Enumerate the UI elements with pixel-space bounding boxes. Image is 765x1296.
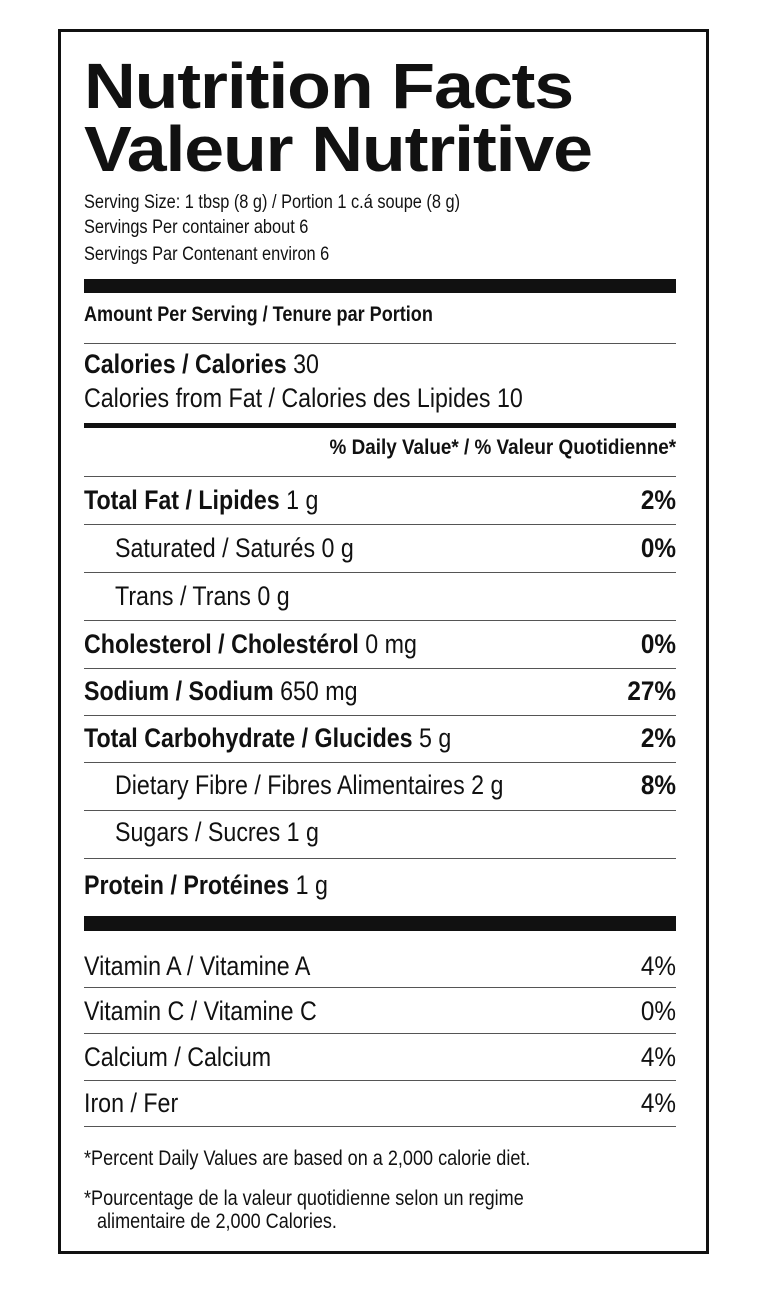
divider [84, 762, 676, 763]
servings-per-container-fr: Servings Par Contenant environ 6 [84, 244, 330, 265]
nutrient-label: Sugars / Sucres 1 g [115, 817, 319, 847]
amount-per-serving-row [84, 302, 676, 328]
nutrient-label: Trans / Trans 0 g [115, 581, 290, 611]
daily-value-header: % Daily Value* / % Valeur Quotidienne* [329, 436, 676, 459]
nutrient-label: Saturated / Saturés 0 g [115, 533, 354, 563]
divider [84, 1080, 676, 1081]
vitamin-daily-value: 4% [640, 1042, 676, 1072]
divider [84, 810, 676, 811]
serving-size: Serving Size: 1 tbsp (8 g) / Portion 1 c.á soupe (8 g) [84, 192, 461, 213]
vitamin-label: Vitamin A / Vitamine A [84, 951, 311, 981]
vitamin-label: Calcium / Calcium [84, 1042, 272, 1072]
nutrient-row-total-fat [84, 484, 676, 516]
divider [84, 858, 676, 859]
mineral-row-iron [84, 1087, 676, 1119]
nutrient-row-sugars [84, 816, 676, 848]
nutrient-amount: 650 mg [280, 676, 358, 706]
divider [84, 1033, 676, 1034]
nutrient-row-cholesterol [84, 628, 676, 660]
nutrient-row-sodium [84, 675, 676, 707]
nutrient-row-trans [84, 580, 676, 612]
nutrient-label: Sodium / Sodium [84, 676, 274, 706]
nutrient-row-total-carbohydrate [84, 722, 676, 754]
thick-divider-bottom [84, 916, 676, 931]
nutrient-row-saturated [84, 532, 676, 564]
calories-label: Calories / Calories [84, 349, 287, 379]
nutrient-daily-value: 2% [640, 485, 676, 515]
nutrient-daily-value: 0% [640, 629, 676, 659]
title-french: Valeur Nutritive [84, 113, 592, 185]
vitamin-row-c [84, 995, 676, 1027]
nutrient-label: Total Fat / Lipides [84, 485, 280, 515]
divider [84, 572, 676, 573]
calories-from-fat-row [84, 382, 676, 414]
calories-value: 30 [293, 349, 319, 379]
vitamin-row-a [84, 950, 676, 982]
vitamin-daily-value: 0% [640, 996, 676, 1026]
nutrition-facts-label [58, 29, 709, 1254]
divider [84, 715, 676, 716]
nutrient-label: Dietary Fibre / Fibres Alimentaires 2 g [115, 770, 504, 800]
title-english: Nutrition Facts [84, 50, 573, 122]
nutrient-label: Cholesterol / Cholestérol [84, 629, 359, 659]
footnote-english: *Percent Daily Values are based on a 2,000 calorie diet. [84, 1147, 531, 1170]
nutrient-amount: 1 g [286, 485, 319, 515]
medium-divider [84, 423, 676, 428]
footnote-french-line-2: alimentaire de 2,000 Calories. [97, 1210, 337, 1233]
nutrient-daily-value: 0% [640, 533, 676, 563]
divider [84, 476, 676, 477]
nutrient-amount: 0 mg [365, 629, 417, 659]
nutrient-daily-value: 27% [627, 676, 676, 706]
vitamin-daily-value: 4% [640, 951, 676, 981]
nutrient-amount: 1 g [295, 870, 328, 900]
calories-row [84, 348, 676, 380]
divider [84, 1126, 676, 1127]
divider [84, 987, 676, 988]
divider [84, 668, 676, 669]
vitamin-label: Iron / Fer [84, 1088, 179, 1118]
vitamin-label: Vitamin C / Vitamine C [84, 996, 317, 1026]
thick-divider-top [84, 279, 676, 293]
vitamin-daily-value: 4% [640, 1088, 676, 1118]
divider [84, 524, 676, 525]
amount-per-serving-header: Amount Per Serving / Tenure par Portion [84, 303, 433, 326]
nutrient-daily-value: 2% [640, 723, 676, 753]
nutrient-label: Protein / Protéines [84, 870, 290, 900]
servings-per-container-en: Servings Per container about 6 [84, 217, 309, 238]
mineral-row-calcium [84, 1041, 676, 1073]
nutrient-row-protein [84, 869, 676, 901]
calories-from-fat: Calories from Fat / Calories des Lipides 10 [84, 383, 523, 413]
nutrient-amount: 5 g [419, 723, 452, 753]
divider [84, 343, 676, 344]
divider [84, 620, 676, 621]
nutrient-daily-value: 8% [640, 770, 676, 800]
footnote-french-line-1: *Pourcentage de la valeur quotidienne selon un regime [84, 1187, 524, 1210]
nutrient-label: Total Carbohydrate / Glucides [84, 723, 413, 753]
nutrient-row-dietary-fibre [84, 769, 676, 801]
daily-value-header-row [84, 435, 676, 461]
